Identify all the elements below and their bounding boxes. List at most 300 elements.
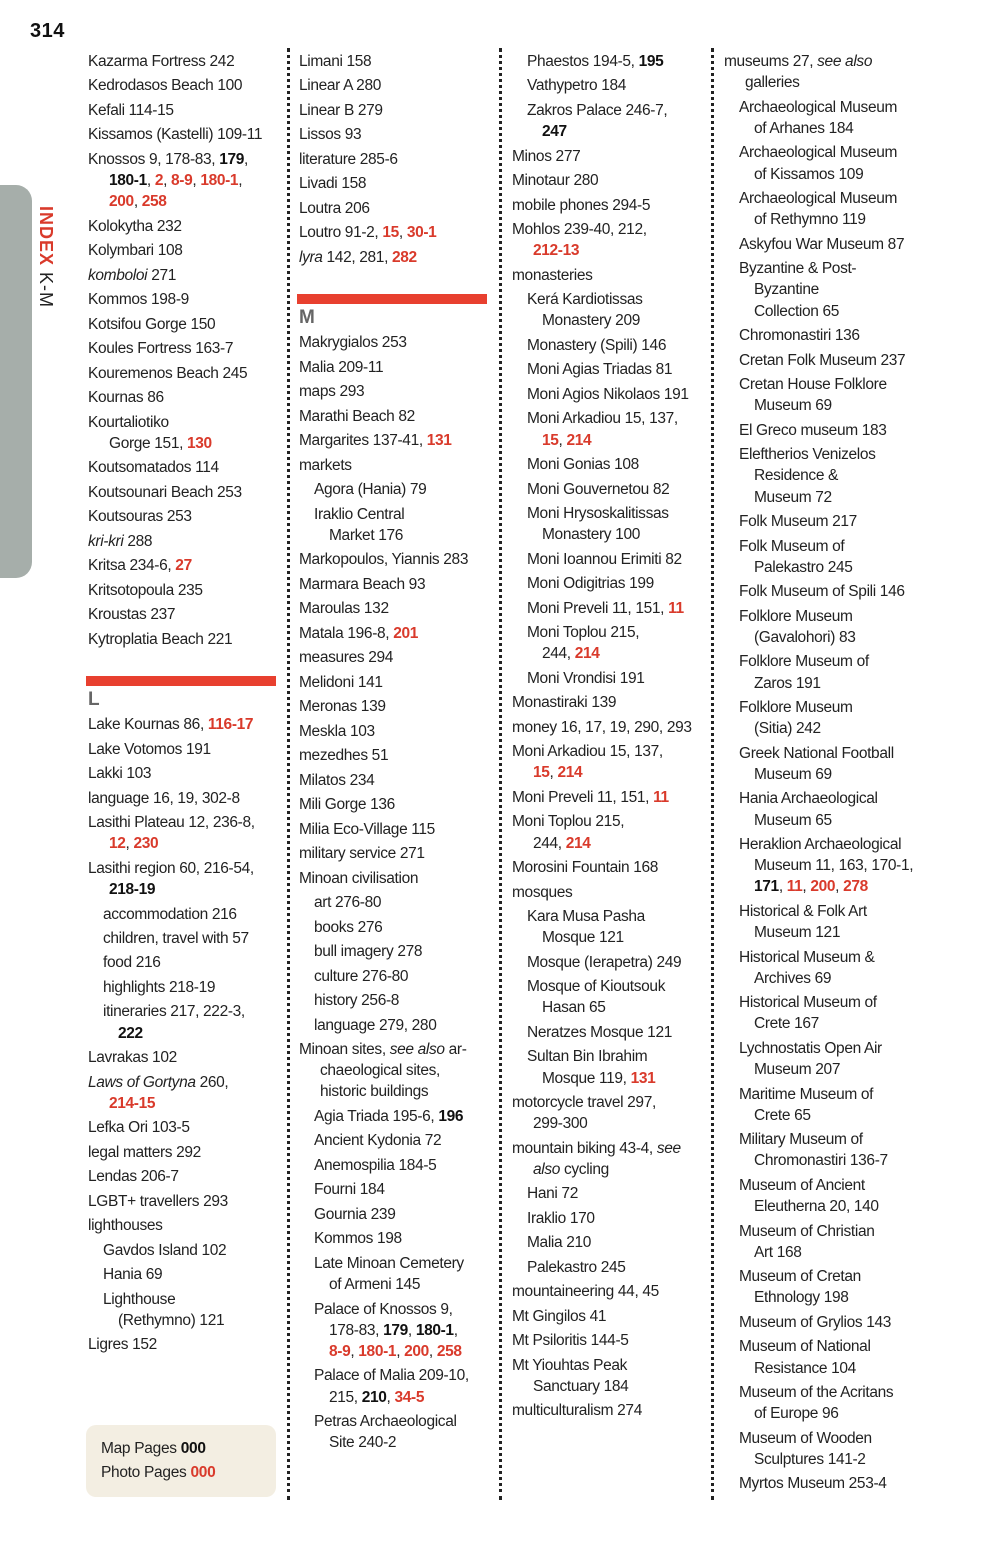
index-entry [299,1106,494,1127]
index-entry [724,1175,919,1217]
index-entry-line [512,479,707,500]
index-entry-line [88,457,283,478]
index-entry [512,195,707,216]
index-entry-line [724,1382,919,1403]
index-entry [299,574,494,595]
index-entry [88,240,283,261]
entry-text: Historical & Folk Art [739,902,867,920]
index-entry-line [724,209,919,230]
index-entry-line [724,72,919,93]
entry-text: Museum of the Acritans [739,1384,894,1402]
entry-text: Kytroplatia Beach 221 [88,630,233,648]
illustrated-page-ref: 15 [382,224,399,242]
index-entry-line [724,1084,919,1105]
index-entry-line [88,100,283,121]
entry-text: 215, [329,1388,362,1406]
entry-text: Palace of Malia 209-10, [314,1367,469,1385]
index-entry-line [88,1289,283,1310]
index-entry [512,1355,707,1397]
entry-text: 288 [123,532,153,550]
illustrated-page-ref: 214 [557,764,583,782]
index-entry [512,573,707,594]
entry-text: Zakros Palace 246-7, [527,101,668,119]
section-bar [86,676,276,686]
entry-text: Heraklion Archaeological [739,836,902,854]
index-entry-line [299,868,494,889]
entry-text: Folk Museum of Spili 146 [739,583,905,601]
entry-text: Marathi Beach 82 [299,407,415,425]
index-entry-line [724,1150,919,1171]
illustrated-page-ref: 8-9 [329,1342,351,1360]
index-entry-line [88,314,283,335]
index-entry-line [512,997,707,1018]
index-entry-line [724,279,919,300]
index-entry-line [88,1264,283,1285]
index-entry-line [299,124,494,145]
index-entry [724,581,919,602]
entry-text: books 276 [314,918,383,936]
entry-text: Monastery (Spili) 146 [527,336,667,354]
entry-text: Monastery 100 [542,526,640,544]
map-page-ref: 196 [438,1107,464,1125]
entry-text: food 216 [103,954,161,972]
index-entry-line [512,1046,707,1067]
index-entry [88,314,283,335]
index-entry [299,721,494,742]
index-entry-line [299,721,494,742]
index-entry-line [88,1023,283,1044]
index-entry [299,1411,494,1453]
index-entry [512,1330,707,1351]
index-entry [512,335,707,356]
index-entry-line [724,673,919,694]
index-entry [88,124,283,145]
entry-text: Archaeological Museum [739,98,898,116]
entry-text: Koules Fortress 163-7 [88,340,234,358]
index-entry-line [299,794,494,815]
index-entry-line [724,51,919,72]
entry-text: Iraklio 170 [527,1209,595,1227]
index-entry-line [724,142,919,163]
entry-text: Moni Toplou 215, [512,813,625,831]
index-entry-line [724,1059,919,1080]
entry-text: Agora (Hania) 79 [314,481,427,499]
entry-text: , [398,224,407,242]
entry-text: cycling [560,1160,609,1178]
entry-text: Laws of Gortyna [88,1073,196,1091]
index-entry-line [512,1092,707,1113]
index-entry-line [299,672,494,693]
index-entry-line [88,482,283,503]
index-entry [88,714,283,735]
entry-text: multiculturalism 274 [512,1402,642,1420]
index-entry [724,947,919,989]
illustrated-page-ref: 282 [391,248,417,266]
entry-text: LGBT+ travellers 293 [88,1192,228,1210]
index-entry-line [724,992,919,1013]
index-entry [299,843,494,864]
entry-text: Mohlos 239-40, 212, [512,221,647,239]
illustrated-page-ref: 200 [404,1342,429,1360]
entry-text: Resistance 104 [754,1359,856,1377]
index-entry [88,555,283,576]
entry-text: of Europe 96 [754,1405,839,1423]
index-entry [299,124,494,145]
index-entry-line [724,651,919,672]
index-entry [299,198,494,219]
entry-text: mezedhes 51 [299,747,389,765]
entry-text: Archaeological Museum [739,190,898,208]
index-entry-line [299,75,494,96]
index-entry [512,408,707,450]
index-entry-line [299,222,494,243]
entry-text: lyra [299,248,323,266]
entry-text: Byzantine & Post- [739,260,857,278]
entry-text: Art 168 [754,1243,802,1261]
index-entry-line [88,1166,283,1187]
index-entry-line [88,433,283,454]
index-entry [724,651,919,693]
entry-text: 244, [533,834,566,852]
index-entry-line [724,325,919,346]
index-entry [512,857,707,878]
column-divider [499,48,502,1500]
index-entry [88,265,283,286]
index-entry-line [724,606,919,627]
index-entry [88,1215,283,1236]
index-entry-line [512,240,707,261]
section-header [299,271,494,330]
entry-text: Minoan sites, [299,1041,390,1059]
entry-text: Museum 69 [754,397,832,415]
entry-text: Maroulas 132 [299,600,389,618]
entry-text: see [656,1139,681,1157]
index-entry [724,1473,919,1494]
index-entry [299,1155,494,1176]
entry-text: Collection 65 [754,302,840,320]
entry-text: markets [299,456,352,474]
index-entry-line [299,941,494,962]
entry-text: Makrygialos 253 [299,334,407,352]
entry-text: Lefka Ori 103-5 [88,1119,190,1137]
entry-text: Museum of Cretan [739,1268,861,1286]
illustrated-page-ref: 214-15 [109,1094,156,1112]
index-entry-line [512,1138,707,1159]
index-entry-line [512,1330,707,1351]
index-entry [512,170,707,191]
index-entry-line [512,927,707,948]
entry-text: Minoan civilisation [299,869,419,887]
index-entry [724,1266,919,1308]
index-entry-line [724,1175,919,1196]
entry-text: Lavrakas 102 [88,1049,177,1067]
illustrated-page-ref: 15 [533,764,550,782]
index-entry [88,1072,283,1114]
index-entry [299,892,494,913]
entry-text: Mili Gorge 136 [299,796,395,814]
entry-text: Meronas 139 [299,698,386,716]
index-entry-line [512,503,707,524]
entry-text: (Sitia) 242 [754,720,821,738]
entry-text: Lake Kournas 86, [88,716,208,734]
index-entry-line [512,75,707,96]
entry-text: historic buildings [320,1083,429,1101]
entry-text: Anemospilia 184-5 [314,1156,437,1174]
index-entry-line [299,598,494,619]
entry-text: Kotsifou Gorge 150 [88,315,216,333]
index-entry-line [88,338,283,359]
index-entry [724,992,919,1034]
entry-text: Museum of Christian [739,1222,875,1240]
index-entry-line [299,1039,494,1060]
index-entry-line [299,843,494,864]
entry-text: lighthouses [88,1217,163,1235]
index-entry-line [299,173,494,194]
entry-text: Lychnostatis Open Air [739,1039,882,1057]
map-page-ref: 247 [542,123,567,141]
index-entry-line [88,714,283,735]
index-entry-line [88,833,283,854]
entry-text: Morosini Fountain 168 [512,859,659,877]
entry-text: Kedrodasos Beach 100 [88,77,243,95]
entry-text: Museum 69 [754,765,832,783]
index-entry [724,51,919,93]
index-entry-line [299,819,494,840]
index-entry-line [724,855,919,876]
index-entry-line [512,1232,707,1253]
entry-text: Koutsouras 253 [88,508,192,526]
index-entry-line [724,1312,919,1333]
index-entry-line [88,149,283,170]
index-entry-line [724,922,919,943]
index-entry-line [512,1113,707,1134]
index-entry [88,412,283,454]
index-entry-line [88,240,283,261]
entry-text: komboloi [88,266,148,284]
index-entry [512,668,707,689]
entry-text: 260, [195,1073,229,1091]
index-entry-line [299,1106,494,1127]
entry-text: Lakki 103 [88,765,152,783]
map-page-ref: 218-19 [109,881,156,899]
entry-text: , [453,1321,458,1339]
index-column-3 [512,51,707,1425]
index-entry-line [299,504,494,525]
index-entry [88,387,283,408]
index-entry [88,1289,283,1331]
index-entry-line [724,834,919,855]
index-entry-line [724,581,919,602]
index-entry [88,506,283,527]
index-entry [299,247,494,268]
index-entry-line [299,1365,494,1386]
index-entry [299,51,494,72]
entry-text: Monastery 209 [542,312,640,330]
index-entry [512,454,707,475]
index-entry-line [512,310,707,331]
entry-text: Lissos 93 [299,126,362,144]
entry-text: Folklore Museum of [739,653,869,671]
entry-text: Kerá Kardiotissas [527,291,643,309]
index-entry-line [512,430,707,451]
index-entry-line [299,332,494,353]
index-entry-line [299,149,494,170]
entry-text: motorcycle travel 297, [512,1094,656,1112]
entry-text: Lasithi region 60, 216-54, [88,859,254,877]
index-entry-line [299,1130,494,1151]
entry-text: Mosque 121 [542,929,624,947]
entry-text: literature 285-6 [299,150,398,168]
entry-text: Melidoni 141 [299,673,383,691]
entry-text: Petras Archaeological [314,1413,457,1431]
entry-text: , [835,878,844,896]
entry-text: mosques [512,883,573,901]
entry-text: Sanctuary 184 [533,1377,629,1395]
index-entry [724,511,919,532]
entry-text: Gorge 151, [109,434,188,452]
entry-text: 271 [147,266,177,284]
index-entry-line [512,906,707,927]
index-entry [88,739,283,760]
index-entry-line [88,1334,283,1355]
index-entry [724,1312,919,1333]
index-entry-line [512,359,707,380]
index-entry-line [299,100,494,121]
entry-text: Moni Arkadiou 15, 137, [512,743,663,761]
index-entry-line [299,917,494,938]
index-entry [724,536,919,578]
entry-text: Folk Museum of [739,537,845,555]
entry-text: Lendas 206-7 [88,1168,179,1186]
index-entry-line [299,1081,494,1102]
index-entry-line [299,770,494,791]
index-entry-line [724,1242,919,1263]
index-entry-line [512,1159,707,1180]
index-entry-line [512,833,707,854]
entry-text: Ancient Kydonia 72 [314,1132,442,1150]
entry-text: Neratzes Mosque 121 [527,1023,672,1041]
index-entry-line [299,381,494,402]
index-entry [512,1208,707,1229]
entry-text: Sultan Bin Ibrahim [527,1048,648,1066]
entry-text: Moni Gouvernetou 82 [527,480,670,498]
index-entry [512,1306,707,1327]
index-entry [299,1228,494,1249]
index-entry-line [88,739,283,760]
index-entry-line [512,454,707,475]
entry-text: military service 271 [299,845,425,863]
illustrated-page-ref: 258 [436,1342,462,1360]
index-entry-line [88,1142,283,1163]
index-entry-line [724,1196,919,1217]
index-entry-line [88,387,283,408]
entry-text: Kouremenos Beach 245 [88,364,248,382]
entry-text: , [407,1321,416,1339]
index-entry [299,1204,494,1225]
illustrated-page-ref: 214 [565,834,591,852]
entry-text: Meskla 103 [299,722,375,740]
entry-text: , [244,150,248,168]
index-entry-line [512,1376,707,1397]
entry-text: mountaineering 44, 45 [512,1283,659,1301]
index-entry-line [724,627,919,648]
index-entry-line [88,506,283,527]
entry-text: maps 293 [299,383,365,401]
map-pages-value: 000 [180,1440,206,1457]
entry-text: Vathypetro 184 [527,77,627,95]
index-entry [724,97,919,139]
entry-text: kri-kri [88,532,124,550]
entry-text: legal matters 292 [88,1143,201,1161]
index-entry [512,906,707,948]
entry-text: Minos 277 [512,147,581,165]
entry-text: history 256-8 [314,992,400,1010]
entry-text: Hania 69 [103,1266,163,1284]
entry-text: Margarites 137-41, [299,432,427,450]
entry-text: 244, [542,645,575,663]
illustrated-page-ref: 214 [574,645,600,663]
entry-text: Moni Vrondisi 191 [527,669,645,687]
index-entry-line [299,1299,494,1320]
index-entry-line [724,1336,919,1357]
entry-text: Fourni 184 [314,1181,385,1199]
index-entry [88,338,283,359]
index-entry-line [512,811,707,832]
index-entry [724,901,919,943]
index-entry-line [512,976,707,997]
entry-text: Museum 65 [754,811,832,829]
index-entry-line [512,408,707,429]
index-entry [512,787,707,808]
index-entry-line [724,1358,919,1379]
index-entry [299,406,494,427]
index-entry-line [299,1155,494,1176]
entry-text: Folklore Museum [739,699,853,716]
entry-text: Kournas 86 [88,389,164,407]
index-entry [724,444,919,508]
section-bar [297,294,487,304]
entry-text: Mt Gingilos 41 [512,1307,607,1325]
entry-text: Gournia 239 [314,1205,396,1223]
illustrated-page-ref: 214 [566,431,592,449]
index-entry-line [88,788,283,809]
side-label-index: INDEX [36,206,56,267]
index-entry [88,1166,283,1187]
entry-text: Koutsounari Beach 253 [88,483,242,501]
column-divider [711,48,714,1500]
index-entry [724,743,919,785]
entry-text: bull imagery 278 [314,943,423,961]
index-side-label [35,206,56,308]
index-entry-line [299,623,494,644]
section-header [88,653,283,712]
index-entry-line [88,412,283,433]
index-entry-line [724,718,919,739]
index-entry-line [88,928,283,949]
index-entry [88,858,283,900]
index-entry-line [88,1117,283,1138]
index-entry [299,549,494,570]
entry-text: Moni Agias Triadas 81 [527,361,673,379]
index-entry-line [724,487,919,508]
illustrated-page-ref: 230 [133,835,159,853]
index-entry [512,717,707,738]
index-entry [512,1022,707,1043]
entry-text: Site 240-2 [329,1434,397,1452]
index-entry [512,219,707,261]
index-entry-line [299,647,494,668]
index-entry-line [512,1183,707,1204]
